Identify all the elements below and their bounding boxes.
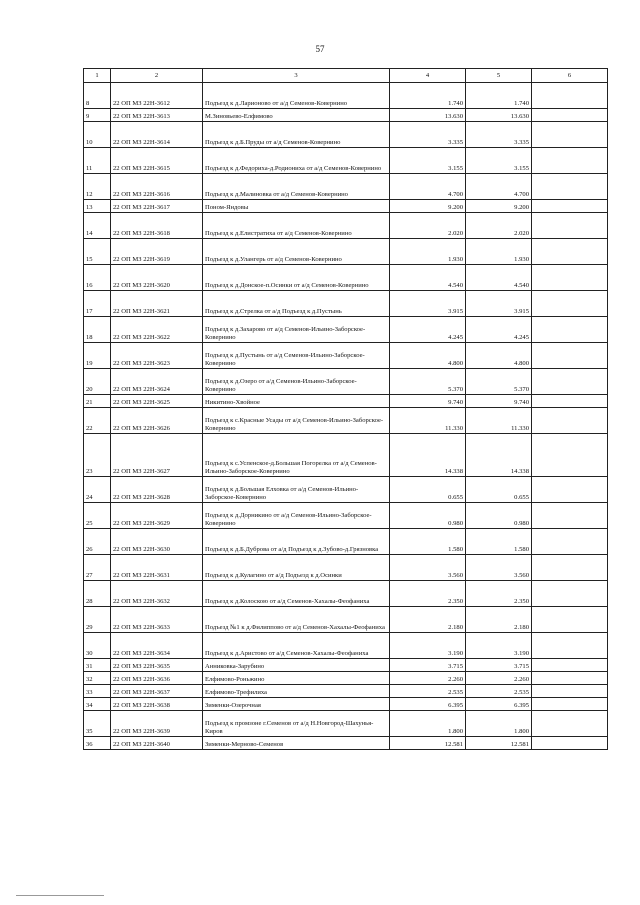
- table-row: [84, 395, 608, 408]
- length-col5: 2.260: [466, 672, 532, 685]
- table-row: [84, 200, 608, 213]
- table-row: [84, 122, 608, 148]
- col6-value: [532, 529, 608, 555]
- row-number: 10: [84, 122, 111, 148]
- length-col5: 11.330: [466, 408, 532, 434]
- road-code: 22 ОП МЗ 22Н-3634: [111, 633, 203, 659]
- road-code: 22 ОП МЗ 22Н-3637: [111, 685, 203, 698]
- row-number: 15: [84, 239, 111, 265]
- col6-value: [532, 711, 608, 737]
- length-col4: 1.740: [390, 83, 466, 109]
- road-code: 22 ОП МЗ 22Н-3635: [111, 659, 203, 672]
- length-col5: 4.540: [466, 265, 532, 291]
- length-col4: 3.155: [390, 148, 466, 174]
- road-code: 22 ОП МЗ 22Н-3627: [111, 434, 203, 477]
- table-row: [84, 265, 608, 291]
- table-row: [84, 737, 608, 750]
- row-number: 36: [84, 737, 111, 750]
- table-row: [84, 369, 608, 395]
- road-name: Подъезд к д.Улангерь от а/д Семенов-Ковернино: [203, 239, 390, 265]
- length-col5: 3.915: [466, 291, 532, 317]
- road-name: Подъезд к д.Пустынь от а/д Семенов-Ильино-Заборское-Ковернино: [203, 343, 390, 369]
- length-col4: 3.190: [390, 633, 466, 659]
- length-col5: 4.800: [466, 343, 532, 369]
- road-code: 22 ОП МЗ 22Н-3633: [111, 607, 203, 633]
- length-col5: 9.200: [466, 200, 532, 213]
- table-row: [84, 434, 608, 477]
- length-col4: 14.338: [390, 434, 466, 477]
- table-row: [84, 529, 608, 555]
- table-body: [84, 83, 608, 750]
- table-row: [84, 659, 608, 672]
- length-col5: 2.180: [466, 607, 532, 633]
- length-col5: 1.800: [466, 711, 532, 737]
- length-col5: 13.630: [466, 109, 532, 122]
- length-col5: 1.580: [466, 529, 532, 555]
- length-col4: 2.350: [390, 581, 466, 607]
- header-cell-1: 1: [84, 69, 111, 83]
- table-row: [84, 239, 608, 265]
- col6-value: [532, 174, 608, 200]
- road-name: Подъезд к д.Федориха-д.Родиониха от а/д Семенов-Ковернино: [203, 148, 390, 174]
- road-name: Елфимово-Трефилиха: [203, 685, 390, 698]
- length-col5: 3.335: [466, 122, 532, 148]
- length-col4: 3.335: [390, 122, 466, 148]
- length-col4: 2.020: [390, 213, 466, 239]
- table-row: [84, 408, 608, 434]
- road-code: 22 ОП МЗ 22Н-3617: [111, 200, 203, 213]
- road-code: 22 ОП МЗ 22Н-3630: [111, 529, 203, 555]
- table-row: [84, 581, 608, 607]
- length-col4: 12.581: [390, 737, 466, 750]
- table-row: [84, 711, 608, 737]
- length-col5: 5.370: [466, 369, 532, 395]
- road-name: Подъезд к д.Б.Пруды от а/д Семенов-Ковернино: [203, 122, 390, 148]
- road-name: Зименки-Озерочная: [203, 698, 390, 711]
- length-col5: 3.560: [466, 555, 532, 581]
- footer-mark: [16, 895, 104, 896]
- col6-value: [532, 343, 608, 369]
- road-name: Анниковка-Зарубино: [203, 659, 390, 672]
- col6-value: [532, 581, 608, 607]
- col6-value: [532, 291, 608, 317]
- road-name: Подъезд к д.Аристово от а/д Семенов-Хахалы-Феофаниха: [203, 633, 390, 659]
- col6-value: [532, 83, 608, 109]
- road-code: 22 ОП МЗ 22Н-3629: [111, 503, 203, 529]
- col6-value: [532, 122, 608, 148]
- row-number: 27: [84, 555, 111, 581]
- road-code: 22 ОП МЗ 22Н-3639: [111, 711, 203, 737]
- road-code: 22 ОП МЗ 22Н-3621: [111, 291, 203, 317]
- row-number: 25: [84, 503, 111, 529]
- row-number: 24: [84, 477, 111, 503]
- page-number: 57: [315, 44, 325, 54]
- road-code: 22 ОП МЗ 22Н-3638: [111, 698, 203, 711]
- road-name: Подъезд к д.Колоскою от а/д Семенов-Хахалы-Феофаниха: [203, 581, 390, 607]
- col6-value: [532, 369, 608, 395]
- length-col4: 6.395: [390, 698, 466, 711]
- col6-value: [532, 239, 608, 265]
- table-row: [84, 291, 608, 317]
- length-col5: 4.700: [466, 174, 532, 200]
- length-col4: 0.655: [390, 477, 466, 503]
- length-col4: 4.540: [390, 265, 466, 291]
- length-col4: 3.915: [390, 291, 466, 317]
- row-number: 13: [84, 200, 111, 213]
- row-number: 33: [84, 685, 111, 698]
- road-name: Подъезд к д.Стрелка от а/д Подъезд к д.Пустынь: [203, 291, 390, 317]
- row-number: 30: [84, 633, 111, 659]
- length-col5: 3.155: [466, 148, 532, 174]
- length-col4: 1.580: [390, 529, 466, 555]
- table-row: [84, 698, 608, 711]
- road-code: 22 ОП МЗ 22Н-3620: [111, 265, 203, 291]
- road-name: Елфимово-Роньжино: [203, 672, 390, 685]
- row-number: 34: [84, 698, 111, 711]
- table-row: [84, 477, 608, 503]
- col6-value: [532, 408, 608, 434]
- road-code: 22 ОП МЗ 22Н-3613: [111, 109, 203, 122]
- road-name: Подъезд к д.Озеро от а/д Семенов-Ильино-Заборское-Ковернино: [203, 369, 390, 395]
- table-header: [84, 69, 608, 83]
- row-number: 31: [84, 659, 111, 672]
- row-number: 18: [84, 317, 111, 343]
- road-name: Подъезд к промзоне г.Семенов от а/д Н.Новгород-Шахунья-Киров: [203, 711, 390, 737]
- row-number: 9: [84, 109, 111, 122]
- table-row: [84, 685, 608, 698]
- length-col5: 14.338: [466, 434, 532, 477]
- col6-value: [532, 148, 608, 174]
- row-number: 14: [84, 213, 111, 239]
- road-name: Подъезд к д.Донское-п.Осинки от а/д Семенов-Ковернино: [203, 265, 390, 291]
- length-col5: 1.740: [466, 83, 532, 109]
- length-col4: 11.330: [390, 408, 466, 434]
- row-number: 12: [84, 174, 111, 200]
- col6-value: [532, 685, 608, 698]
- road-code: 22 ОП МЗ 22Н-3632: [111, 581, 203, 607]
- row-number: 23: [84, 434, 111, 477]
- length-col5: 3.715: [466, 659, 532, 672]
- col6-value: [532, 395, 608, 408]
- col6-value: [532, 659, 608, 672]
- length-col4: 2.535: [390, 685, 466, 698]
- road-name: Подъезд к д.Малиновка от а/д Семенов-Ковернино: [203, 174, 390, 200]
- col6-value: [532, 607, 608, 633]
- row-number: 17: [84, 291, 111, 317]
- row-number: 20: [84, 369, 111, 395]
- table-row: [84, 213, 608, 239]
- header-row: [84, 69, 608, 83]
- length-col5: 9.740: [466, 395, 532, 408]
- road-name: Подъезд к с.Красные Усады от а/д Семенов-Ильино-Заборское-Ковернино: [203, 408, 390, 434]
- length-col4: 1.930: [390, 239, 466, 265]
- road-name: Подъезд к д.Большая Елховка от а/д Семенов-Ильино-Заборское-Ковернино: [203, 477, 390, 503]
- road-code: 22 ОП МЗ 22Н-3616: [111, 174, 203, 200]
- length-col5: 0.655: [466, 477, 532, 503]
- table-row: [84, 343, 608, 369]
- col6-value: [532, 672, 608, 685]
- road-code: 22 ОП МЗ 22Н-3640: [111, 737, 203, 750]
- length-col4: 4.800: [390, 343, 466, 369]
- row-number: 35: [84, 711, 111, 737]
- header-cell-2: 2: [111, 69, 203, 83]
- length-col5: 4.245: [466, 317, 532, 343]
- row-number: 8: [84, 83, 111, 109]
- table-row: [84, 317, 608, 343]
- road-code: 22 ОП МЗ 22Н-3622: [111, 317, 203, 343]
- road-code: 22 ОП МЗ 22Н-3614: [111, 122, 203, 148]
- length-col5: 1.930: [466, 239, 532, 265]
- col6-value: [532, 213, 608, 239]
- road-code: 22 ОП МЗ 22Н-3612: [111, 83, 203, 109]
- length-col5: 2.535: [466, 685, 532, 698]
- col6-value: [532, 503, 608, 529]
- road-name: Подъезд к д.Кулагино от а/д Подъезд к д.Осинки: [203, 555, 390, 581]
- row-number: 29: [84, 607, 111, 633]
- col6-value: [532, 200, 608, 213]
- road-code: 22 ОП МЗ 22Н-3624: [111, 369, 203, 395]
- col6-value: [532, 698, 608, 711]
- length-col4: 13.630: [390, 109, 466, 122]
- header-cell-4: 4: [390, 69, 466, 83]
- col6-value: [532, 737, 608, 750]
- road-code: 22 ОП МЗ 22Н-3618: [111, 213, 203, 239]
- road-name: Подъезд к д.Ларионово от а/д Семенов-Ковернино: [203, 83, 390, 109]
- road-code: 22 ОП МЗ 22Н-3631: [111, 555, 203, 581]
- col6-value: [532, 265, 608, 291]
- length-col4: 4.245: [390, 317, 466, 343]
- row-number: 19: [84, 343, 111, 369]
- length-col4: 5.370: [390, 369, 466, 395]
- col6-value: [532, 109, 608, 122]
- road-name: Подъезд к с.Успенское-д.Большая Погорелка от а/д Семенов-Ильино-Заборское-Ковернино: [203, 434, 390, 477]
- road-name: Подъезд к д.Дорникино от а/д Семенов-Ильино-Заборское-Ковернино: [203, 503, 390, 529]
- table-row: [84, 83, 608, 109]
- length-col5: 3.190: [466, 633, 532, 659]
- table-row: [84, 672, 608, 685]
- length-col5: 6.395: [466, 698, 532, 711]
- table-row: [84, 555, 608, 581]
- table-row: [84, 633, 608, 659]
- row-number: 16: [84, 265, 111, 291]
- road-name: Никитино-Хвойное: [203, 395, 390, 408]
- road-name: Подъезд к д.Елистратиха от а/д Семенов-Ковернино: [203, 213, 390, 239]
- road-code: 22 ОП МЗ 22Н-3615: [111, 148, 203, 174]
- row-number: 21: [84, 395, 111, 408]
- table-row: [84, 109, 608, 122]
- row-number: 26: [84, 529, 111, 555]
- road-name: М.Зиновьево-Елфимово: [203, 109, 390, 122]
- table-row: [84, 503, 608, 529]
- length-col4: 1.800: [390, 711, 466, 737]
- road-name: Подъезд к д.Б.Дуброва от а/д Подъезд к д.Зубово-д.Грязновка: [203, 529, 390, 555]
- road-name: Подъезд №1 к д.Филиппово от а/д Семенов-Хахалы-Феофаниха: [203, 607, 390, 633]
- length-col4: 3.560: [390, 555, 466, 581]
- header-cell-5: 5: [466, 69, 532, 83]
- header-cell-3: 3: [203, 69, 390, 83]
- row-number: 22: [84, 408, 111, 434]
- road-code: 22 ОП МЗ 22Н-3626: [111, 408, 203, 434]
- length-col4: 9.200: [390, 200, 466, 213]
- col6-value: [532, 434, 608, 477]
- length-col4: 9.740: [390, 395, 466, 408]
- row-number: 11: [84, 148, 111, 174]
- road-name: Зименки-Мерново-Семенов: [203, 737, 390, 750]
- length-col4: 3.715: [390, 659, 466, 672]
- row-number: 28: [84, 581, 111, 607]
- road-code: 22 ОП МЗ 22Н-3628: [111, 477, 203, 503]
- table-row: [84, 607, 608, 633]
- length-col5: 2.020: [466, 213, 532, 239]
- road-code: 22 ОП МЗ 22Н-3623: [111, 343, 203, 369]
- length-col4: 0.980: [390, 503, 466, 529]
- length-col4: 4.700: [390, 174, 466, 200]
- road-name: Поном-Яндовы: [203, 200, 390, 213]
- col6-value: [532, 555, 608, 581]
- table-row: [84, 174, 608, 200]
- col6-value: [532, 477, 608, 503]
- header-cell-6: 6: [532, 69, 608, 83]
- road-code: 22 ОП МЗ 22Н-3619: [111, 239, 203, 265]
- length-col5: 2.350: [466, 581, 532, 607]
- length-col5: 12.581: [466, 737, 532, 750]
- row-number: 32: [84, 672, 111, 685]
- col6-value: [532, 633, 608, 659]
- table-row: [84, 148, 608, 174]
- length-col4: 2.260: [390, 672, 466, 685]
- length-col4: 2.180: [390, 607, 466, 633]
- road-code: 22 ОП МЗ 22Н-3625: [111, 395, 203, 408]
- road-code: 22 ОП МЗ 22Н-3636: [111, 672, 203, 685]
- length-col5: 0.980: [466, 503, 532, 529]
- road-name: Подъезд к д.Захарово от а/д Семенов-Ильино-Заборское-Ковернино: [203, 317, 390, 343]
- roads-table: [83, 68, 608, 750]
- col6-value: [532, 317, 608, 343]
